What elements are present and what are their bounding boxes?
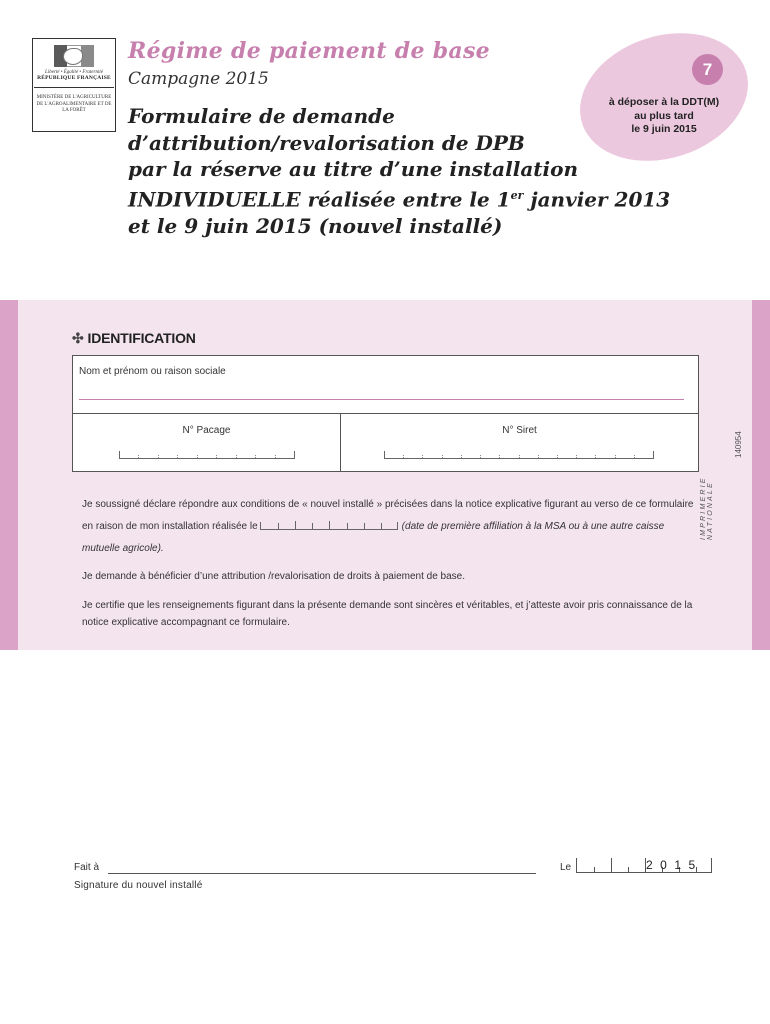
form-title-line-4b: janvier 2013 (523, 187, 671, 212)
republic-motto: Liberté • Égalité • Fraternité (45, 70, 103, 75)
siret-input-comb[interactable] (384, 451, 654, 459)
identification-table (72, 355, 699, 472)
form-title-line-4a: INDIVIDUELLE réalisée entre le 1 (128, 187, 511, 212)
pacage-field[interactable] (73, 414, 341, 472)
declaration-note: (date de première affiliation à la MSA ou à une autre caisse mutuelle agricole). (82, 521, 665, 554)
marianne-icon (54, 45, 94, 67)
pacage-input-comb[interactable] (119, 451, 295, 459)
section-title (72, 330, 196, 347)
form-title-line-1: Formulaire de demande (128, 104, 395, 128)
name-input-line[interactable] (79, 399, 684, 400)
marianne-emblem (34, 40, 114, 88)
form-title-line-5: et le 9 juin 2015 (nouvel installé) (128, 213, 503, 238)
certification-paragraph: Je certifie que les renseignements figurant dans la présente demande sont sincères et véritables, et j’atteste avoir pris connaissance de la notice explicative accompagnant ce formulaire. (82, 600, 693, 628)
band-left-edge (0, 300, 18, 650)
name-field[interactable] (73, 356, 698, 414)
form-title-superscript: er (510, 188, 524, 202)
campaign-subtitle: Campagne 2015 (128, 69, 269, 89)
request-paragraph: Je demande à bénéficier d’une attribution /revalorisation de droits à paiement de base. (82, 571, 466, 582)
form-title-line-2: d’attribution/revalorisation de DPB (128, 130, 525, 155)
section-title-text: IDENTIFICATION (87, 330, 196, 346)
signature-label: Signature du nouvel installé (74, 880, 203, 891)
deadline-line-1: à déposer à la DDT(M) (608, 96, 720, 108)
installation-date-comb[interactable] (260, 522, 398, 530)
cross-icon: ✣ (72, 330, 84, 346)
document-title: Régime de paiement de base (128, 38, 490, 64)
republic-name: RÉPUBLIQUE FRANÇAISE (37, 75, 111, 81)
name-label: Nom et prénom ou raison sociale (79, 366, 226, 377)
declaration-paragraph (82, 494, 702, 560)
date-label: Le (560, 862, 572, 873)
band-right-edge (752, 300, 770, 650)
signature-year: 2015 (646, 858, 703, 872)
imprint-code: 140954 (734, 431, 743, 458)
siret-field[interactable] (341, 414, 698, 472)
pacage-label: N° Pacage (182, 425, 231, 436)
deadline-text (596, 96, 732, 137)
form-number-badge: 7 (692, 54, 723, 85)
deadline-line-3: le 9 juin 2015 (631, 123, 697, 135)
siret-label: N° Siret (502, 425, 537, 436)
imprint-label: IMPRIMERIE NATIONALE (700, 476, 714, 540)
ministry-name: MINISTÈRE DE L'AGRICULTURE DE L'AGROALIMENTAIRE ET DE LA FORÊT (36, 95, 112, 113)
deadline-line-2: au plus tard (634, 109, 694, 122)
declaration-text: Je soussigné déclare répondre aux conditions de « nouvel installé » précisées dans la notice explicative figurant au verso de ce formulaire en raison de mon installation réalisée le (82, 499, 694, 532)
form-title-line-3: par la réserve au titre d’une installation (128, 157, 578, 181)
republic-logo (32, 38, 116, 132)
fait-label: Fait à (74, 862, 100, 873)
place-input-line[interactable] (108, 873, 536, 874)
